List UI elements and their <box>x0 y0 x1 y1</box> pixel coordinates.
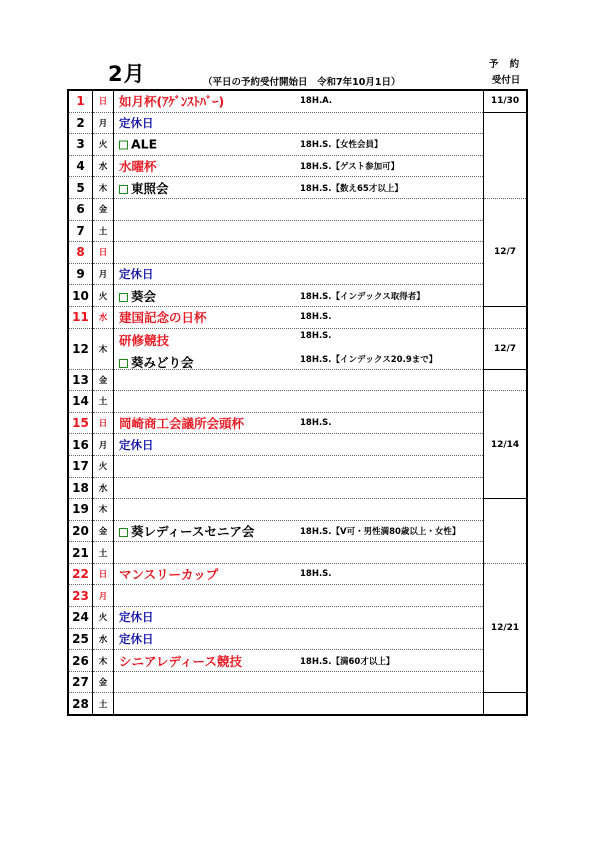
day-number: 25 <box>68 628 93 650</box>
day-number: 4 <box>68 155 93 177</box>
day-number: 24 <box>68 607 93 629</box>
day-number: 10 <box>68 285 93 307</box>
reservation-date <box>484 693 528 715</box>
day-number: 21 <box>68 542 93 564</box>
event-cell <box>114 391 484 413</box>
event-cell <box>114 412 484 434</box>
reservation-start-note: （平日の予約受付開始日 令和7年10月1日） <box>203 77 401 88</box>
event-name <box>119 353 194 370</box>
day-number: 6 <box>68 198 93 220</box>
weekday: 日 <box>93 242 114 264</box>
event-note: 18H.S.【インデックス取得者】 <box>300 291 425 302</box>
event-name-text: 葵みどり会 <box>131 354 194 370</box>
table-row <box>68 628 527 650</box>
table-row <box>68 477 527 499</box>
weekday: 金 <box>93 520 114 542</box>
weekday: 火 <box>93 607 114 629</box>
event-cell <box>114 112 484 134</box>
event-cell <box>114 585 484 607</box>
weekday: 土 <box>93 391 114 413</box>
weekday: 土 <box>93 693 114 715</box>
event-cell <box>114 477 484 499</box>
event-cell <box>114 90 484 112</box>
event-name <box>119 115 154 131</box>
table-row <box>68 285 527 307</box>
table-row <box>68 671 527 693</box>
schedule-table <box>67 89 528 716</box>
weekday: 月 <box>93 263 114 285</box>
reservation-date <box>484 499 528 564</box>
day-number: 15 <box>68 412 93 434</box>
event-note: 18H.S.【女性会員】 <box>300 140 383 151</box>
table-row <box>68 434 527 456</box>
table-row <box>68 455 527 477</box>
table-row <box>68 391 527 413</box>
weekday: 日 <box>93 412 114 434</box>
event-name-text: 水曜杯 <box>119 159 157 175</box>
table-row <box>68 198 527 220</box>
event-cell <box>114 306 484 328</box>
weekday: 火 <box>93 455 114 477</box>
checkbox-icon <box>119 141 128 150</box>
day-number: 26 <box>68 650 93 672</box>
reservation-date: 12/21 <box>484 563 528 693</box>
weekday: 木 <box>93 328 114 369</box>
event-cell <box>114 434 484 456</box>
day-number: 8 <box>68 242 93 264</box>
day-number: 12 <box>68 328 93 369</box>
event-name-text: 東照会 <box>131 180 169 196</box>
event-name-text: 如月杯(ｱｹﾞﾝｽﾄﾊﾞｰ) <box>119 94 225 110</box>
table-row <box>68 693 527 715</box>
day-number: 3 <box>68 134 93 156</box>
table-row <box>68 585 527 607</box>
event-cell <box>114 671 484 693</box>
reservation-date <box>484 369 528 391</box>
event-cell <box>114 242 484 264</box>
weekday: 水 <box>93 477 114 499</box>
day-number: 27 <box>68 671 93 693</box>
event-cell <box>114 607 484 629</box>
weekday: 金 <box>93 369 114 391</box>
table-row <box>68 155 527 177</box>
day-number: 14 <box>68 391 93 413</box>
event-cell <box>114 455 484 477</box>
weekday: 金 <box>93 671 114 693</box>
table-row <box>68 520 527 542</box>
table-row <box>68 220 527 242</box>
day-number: 5 <box>68 177 93 199</box>
table-row <box>68 499 527 521</box>
event-name <box>119 609 154 625</box>
day-number: 23 <box>68 585 93 607</box>
event-name-text: 定休日 <box>119 437 154 452</box>
event-name <box>119 92 224 110</box>
event-name <box>119 308 207 326</box>
day-number: 18 <box>68 477 93 499</box>
event-name-text: 岡崎商工会議所会頭杯 <box>119 416 245 432</box>
event-note: 18H.S.【数え65才以上】 <box>300 183 403 194</box>
event-cell <box>114 520 484 542</box>
table-row <box>68 369 527 391</box>
event-cell <box>114 563 484 585</box>
reserve-header-line1: 予 約 <box>488 59 524 70</box>
table-row <box>68 412 527 434</box>
event-cell <box>114 177 484 199</box>
reservation-date: 12/7 <box>484 198 528 306</box>
event-name-text: 研修競技 <box>119 332 170 348</box>
table-row <box>68 650 527 672</box>
weekday: 日 <box>93 90 114 112</box>
day-number: 28 <box>68 693 93 715</box>
table-row <box>68 134 527 156</box>
weekday: 土 <box>93 220 114 242</box>
day-number: 19 <box>68 499 93 521</box>
event-note: 18H.S. <box>300 418 332 429</box>
event-name-text: 定休日 <box>119 610 154 625</box>
day-number: 2 <box>68 112 93 134</box>
event-name-text: 葵会 <box>131 288 157 304</box>
reservation-date: 11/30 <box>484 90 528 112</box>
event-name <box>119 287 156 305</box>
event-name <box>119 437 154 453</box>
weekday: 木 <box>93 177 114 199</box>
event-cell <box>114 328 484 369</box>
event-note: 18H.S. <box>300 330 332 341</box>
weekday: 木 <box>93 499 114 521</box>
event-name <box>119 522 254 540</box>
table-row <box>68 177 527 199</box>
table-row <box>68 242 527 264</box>
event-cell <box>114 220 484 242</box>
event-cell <box>114 650 484 672</box>
reservation-date: 12/7 <box>484 328 528 369</box>
weekday: 月 <box>93 112 114 134</box>
weekday: 日 <box>93 563 114 585</box>
table-row <box>68 90 527 112</box>
event-cell <box>114 369 484 391</box>
event-cell <box>114 263 484 285</box>
event-cell <box>114 628 484 650</box>
reservation-date <box>484 112 528 198</box>
event-note: 18H.S.【満60才以上】 <box>300 656 395 667</box>
month-title: 2月 <box>108 62 146 86</box>
weekday: 火 <box>93 134 114 156</box>
event-name <box>119 565 218 583</box>
checkbox-icon <box>119 359 128 368</box>
weekday: 土 <box>93 542 114 564</box>
weekday: 水 <box>93 628 114 650</box>
weekday: 月 <box>93 585 114 607</box>
event-name <box>119 179 169 197</box>
event-name <box>119 137 157 152</box>
event-note: 18H.S.【ゲスト参加可】 <box>300 162 400 173</box>
event-note: 18H.A. <box>300 96 333 107</box>
day-number: 16 <box>68 434 93 456</box>
reservation-date <box>484 306 528 328</box>
day-number: 22 <box>68 563 93 585</box>
table-row <box>68 542 527 564</box>
day-number: 13 <box>68 369 93 391</box>
event-name-text: シニアレディース競技 <box>119 653 242 669</box>
event-cell <box>114 155 484 177</box>
weekday: 月 <box>93 434 114 456</box>
event-name-text: 葵レディースセニア会 <box>131 523 255 539</box>
event-name-text: 定休日 <box>119 631 154 646</box>
day-number: 9 <box>68 263 93 285</box>
weekday: 火 <box>93 285 114 307</box>
weekday: 木 <box>93 650 114 672</box>
reservation-date: 12/14 <box>484 391 528 499</box>
event-name <box>119 157 157 175</box>
table-row <box>68 607 527 629</box>
event-name-text: 定休日 <box>119 267 154 282</box>
weekday: 水 <box>93 155 114 177</box>
weekday: 水 <box>93 306 114 328</box>
event-name-text: ALE <box>131 136 158 152</box>
day-number: 11 <box>68 306 93 328</box>
event-cell <box>114 542 484 564</box>
day-number: 1 <box>68 90 93 112</box>
table-row <box>68 112 527 134</box>
checkbox-icon <box>119 185 128 194</box>
event-note: 18H.S.【インデックス20.9まで】 <box>300 354 438 365</box>
checkbox-icon <box>119 293 128 302</box>
day-number: 20 <box>68 520 93 542</box>
event-name <box>119 631 154 647</box>
checkbox-icon <box>119 528 128 537</box>
event-cell <box>114 285 484 307</box>
event-note: 18H.S.【V可・男性満80歳以上・女性】 <box>300 526 461 537</box>
event-cell <box>114 499 484 521</box>
event-name <box>119 652 242 670</box>
table-row <box>68 328 527 369</box>
event-name-text: 建国記念の日杯 <box>119 310 207 326</box>
weekday: 金 <box>93 198 114 220</box>
reserve-header-line2: 受付日 <box>491 75 521 86</box>
table-row <box>68 263 527 285</box>
event-name <box>119 266 154 282</box>
event-cell <box>114 134 484 156</box>
event-name-text: 定休日 <box>119 115 154 130</box>
day-number: 7 <box>68 220 93 242</box>
event-name <box>119 331 169 349</box>
event-note: 18H.S. <box>300 569 332 580</box>
table-row <box>68 306 527 328</box>
event-cell <box>114 693 484 715</box>
day-number: 17 <box>68 455 93 477</box>
event-name <box>119 414 244 432</box>
event-note: 18H.S. <box>300 312 332 323</box>
event-cell <box>114 198 484 220</box>
table-row <box>68 563 527 585</box>
event-name-text: マンスリーカップ <box>119 567 219 583</box>
